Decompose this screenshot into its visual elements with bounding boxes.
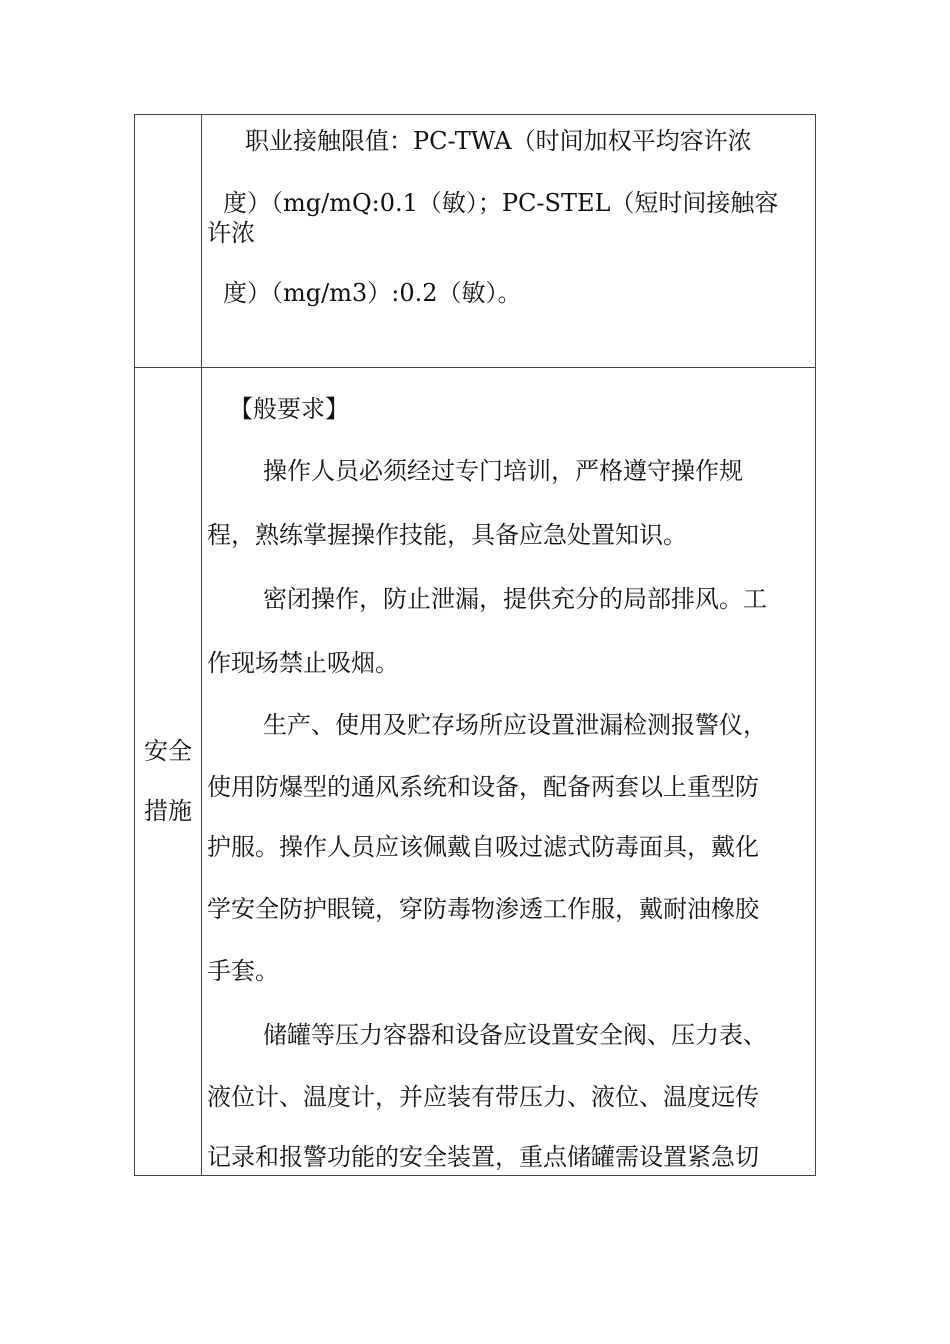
- measure-line-6: 使用防爆型的通风系统和设备，配备两套以上重型防: [207, 773, 759, 801]
- measure-line-8: 学安全防护眼镜，穿防毒物渗透工作服，戴耐油橡胶: [207, 895, 759, 923]
- exposure-limit-line-1: 职业接触限值：PC-TWA（时间加权平均容许浓: [245, 127, 752, 155]
- measure-line-3: 密闭操作，防止泄漏，提供充分的局部排风。工: [263, 585, 767, 613]
- measure-line-5: 生产、使用及贮存场所应设置泄漏检测报警仪，: [263, 711, 767, 739]
- row-divider: [135, 367, 815, 368]
- safety-table: [134, 114, 816, 1176]
- exposure-limit-line-3: 许浓: [207, 219, 255, 247]
- exposure-limit-line-4: 度）（mg/m3）:0.2（敏）。: [223, 279, 522, 307]
- measure-line-7: 护服。操作人员应该佩戴自吸过滤式防毒面具，戴化: [207, 833, 759, 861]
- safety-measures-label-1: 安全: [144, 737, 192, 765]
- measure-line-4: 作现场禁止吸烟。: [207, 649, 399, 677]
- measure-line-11: 液位计、温度计，并应装有带压力、液位、温度远传: [207, 1083, 759, 1111]
- measure-line-9: 手套。: [207, 957, 279, 985]
- measure-line-10: 储罐等压力容器和设备应设置安全阀、压力表、: [263, 1021, 767, 1049]
- safety-measures-label-2: 措施: [144, 797, 192, 825]
- measure-line-2: 程，熟练掌握操作技能，具备应急处置知识。: [207, 521, 687, 549]
- general-requirements-heading: 【般要求】: [229, 395, 349, 423]
- measure-line-1: 操作人员必须经过专门培训，严格遵守操作规: [263, 457, 743, 485]
- column-divider: [201, 115, 202, 1175]
- measure-line-12: 记录和报警功能的安全装置，重点储罐需设置紧急切: [207, 1143, 759, 1171]
- exposure-limit-line-2: 度）（mg/mQ:0.1（敏）；PC-STEL（短时间接触容: [223, 189, 779, 217]
